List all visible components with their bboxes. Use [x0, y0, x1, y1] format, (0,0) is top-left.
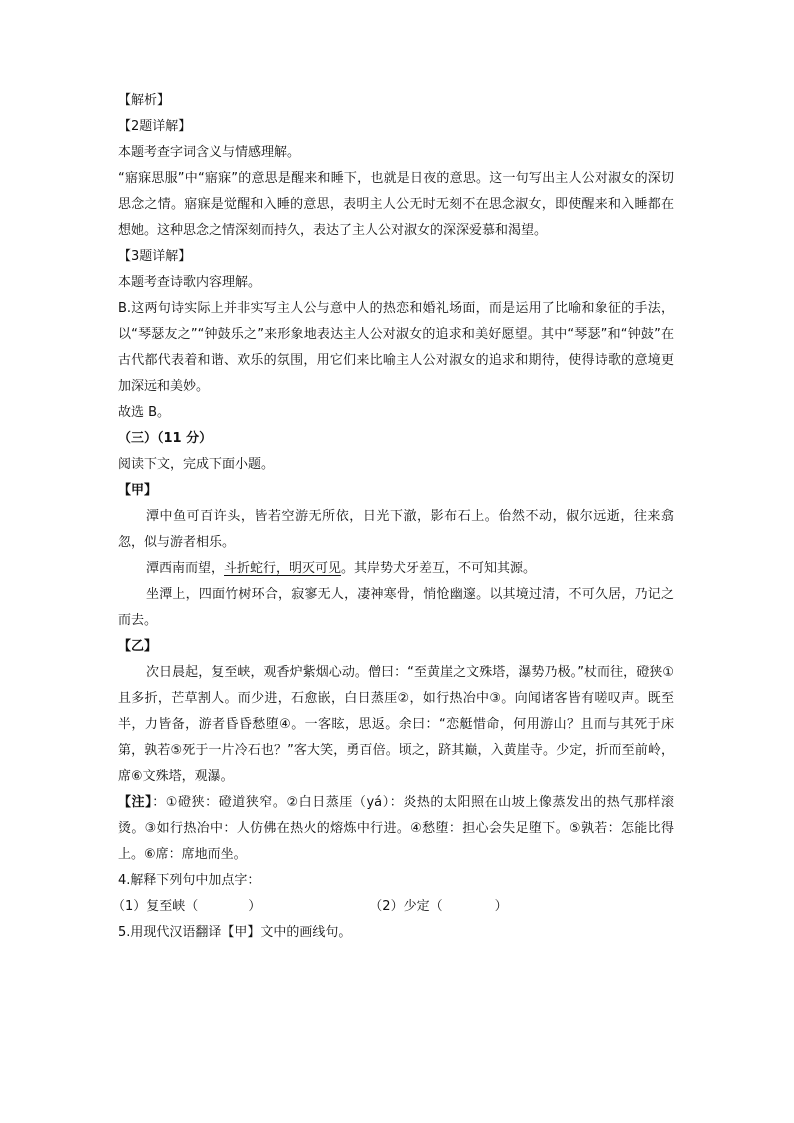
q4-items	[112, 894, 674, 920]
passage-jia-paragraph-2	[118, 556, 674, 582]
analysis-heading: 【解析】	[118, 93, 171, 108]
q4-item-1: （1）复至峡（	[112, 899, 199, 914]
q3-intro: 本题考查诗歌内容理解。	[118, 275, 262, 290]
jia-p2-after: 。其岸势犬牙差互，不可知其源。	[341, 561, 537, 576]
passage-yi-paragraph: 次日晨起，复至峡，观香炉紫烟心动。僧曰：“至黄崖之文殊塔，瀑势乃极。”杖而往，磴狭①且多折，芒草割人。而少进，石愈嵌，白日蒸厓②，如行热冶中③。向闻诸客皆有嗟叹声。既至半，力皆备，游者昏昏愁堕④。一客眩，思返。余曰：“恋艇惜命，何用游山？且而与其死于床第，孰若⑤死于一片冷石也？”客大笑，勇百倍。顷之，跻其巅，入黄崖寺。少定，折而至前岭，席⑥文殊塔，观瀑。	[118, 665, 674, 784]
q2-heading: 【2题详解】	[118, 119, 192, 134]
section-three-instruction: 阅读下文，完成下面小题。	[118, 457, 275, 472]
passage-jia-paragraph-3: 坐潭上，四面竹树环合，寂寥无人，凄神寒骨，悄怆幽邃。以其境过清，不可久居，乃记之而去。	[118, 587, 674, 628]
q3-heading: 【3题详解】	[118, 249, 192, 264]
annotations-text: ：①磴狭：磴道狭窄。②白日蒸厓（yá）：炎热的太阳照在山坡上像蒸发出的热气那样滚烫。③如行热冶中：人仿佛在热火的熔炼中行进。④愁堕：担心会失足堕下。⑤孰若：怎能比得上。⑥席：席地而坐。	[118, 795, 674, 862]
q4-item-2: （2）少定（	[369, 899, 443, 914]
annotations	[118, 790, 674, 868]
q4-item-1-close: ）	[248, 899, 262, 914]
q4-item-2-close: ）	[494, 899, 508, 914]
q5-prompt: 5.用现代汉语翻译【甲】文中的画线句。	[118, 925, 352, 940]
document-page	[112, 88, 674, 946]
underlined-sentence: 斗折蛇行，明灭可见	[224, 561, 342, 576]
q4-prompt: 4.解释下列句中加点字：	[118, 873, 261, 888]
q2-intro: 本题考查字词含义与情感理解。	[118, 145, 301, 160]
passage-jia-label: 【甲】	[118, 483, 158, 498]
q3-explanation: B.这两句诗实际上并非实写主人公与意中人的热恋和婚礼场面，而是运用了比喻和象征的手法，以“琴瑟友之”“钟鼓乐之”来形象地表达主人公对淑女的追求和美好愿望。其中“琴瑟”和“钟鼓”在古代都代表着和谐、欢乐的氛围，用它们来比喻主人公对淑女的追求和期待，使得诗歌的意境更加深远和美妙。	[118, 301, 674, 394]
section-three-title: （三）（11 分）	[118, 431, 213, 446]
jia-p2-before: 潭西南而望，	[146, 561, 225, 576]
q3-answer: 故选 B。	[118, 405, 171, 420]
passage-yi-label: 【乙】	[118, 639, 158, 654]
passage-jia-paragraph-1: 潭中鱼可百许头，皆若空游无所依，日光下澈，影布石上。佁然不动，俶尔远逝，往来翕忽，似与游者相乐。	[118, 509, 674, 550]
q2-explanation: “寤寐思服”中“寤寐”的意思是醒来和睡下，也就是日夜的意思。这一句写出主人公对淑女的深切思念之情。寤寐是觉醒和入睡的意思，表明主人公无时无刻不在思念淑女，即使醒来和入睡都在想她。这种思念之情深刻而持久，表达了主人公对淑女的深深爱慕和渴望。	[118, 171, 674, 238]
annotations-label: 【注】	[118, 795, 153, 810]
